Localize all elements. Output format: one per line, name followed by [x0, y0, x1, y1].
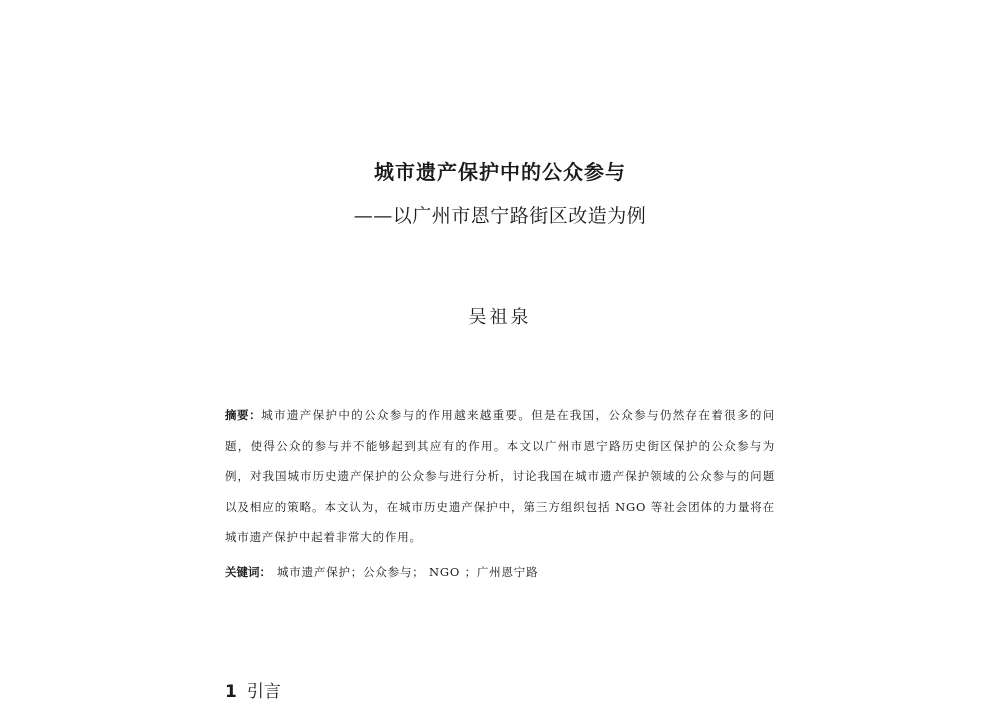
- paper-author: 吴祖泉: [468, 307, 532, 328]
- abstract-text: 城市遗产保护中的公众参与的作用越来越重要。但是在我国，公众参与仍然存在着很多的问题，使得公众的参与并不能够起到其应有的作用。本文以广州市恩宁路历史街区保护的公众参与为例，对我国城市历史遗产保护的公众参与进行分析，讨论我国在城市遗产保护领域的公众参与的问题以及相应的策略。本文认为，在城市历史遗产保护中，第三方组织包括 NGO 等社会团体的力量将在城市遗产保护中起着非常大的作用。: [225, 408, 776, 544]
- keywords-text: 城市遗产保护；公众参与； NGO ；广州恩宁路: [277, 565, 539, 579]
- section-heading: [225, 677, 281, 702]
- paper-subtitle: ——以广州市恩宁路街区改造为例: [353, 205, 647, 227]
- section-title: 引言: [246, 682, 281, 702]
- section-number: 1: [225, 682, 237, 702]
- keywords-line: [225, 560, 775, 584]
- abstract-paragraph: [225, 400, 775, 553]
- abstract-label: 摘要：: [225, 408, 262, 422]
- keywords-label: 关键词：: [225, 565, 271, 579]
- paper-title: 城市遗产保护中的公众参与: [374, 160, 626, 184]
